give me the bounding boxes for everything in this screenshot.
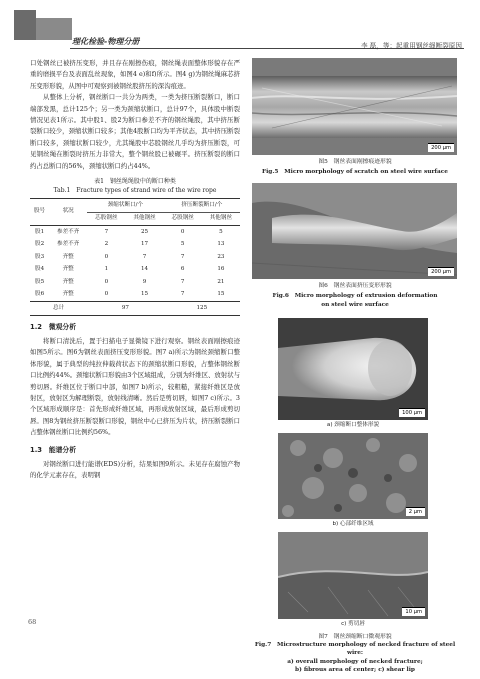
cell-state: 参差不齐 [56, 241, 80, 248]
cell-value: 15 [217, 291, 225, 298]
col-strand: 股号 [30, 199, 49, 226]
cell-strand: 股6 [34, 291, 45, 298]
caption-en-line2: on steel wire surface [321, 302, 389, 309]
cell-value: 25 [125, 226, 163, 239]
cell-state: 齐整 [62, 291, 74, 298]
scale-bar: 200 μm [428, 267, 454, 276]
cell-value: 5 [180, 241, 185, 248]
figure-7b-image [278, 433, 428, 519]
cell-strand: 股5 [34, 278, 45, 285]
table-1 [30, 177, 240, 316]
figure-7-caption [248, 633, 462, 674]
page-number: 68 [28, 618, 37, 626]
cell-value: 7 [87, 226, 125, 239]
cell-value: 23 [217, 253, 225, 260]
sem-extrusion-image [252, 183, 457, 279]
cell-strand: 股4 [34, 266, 45, 273]
section-heading-eds: 1.3 能谱分析 [30, 445, 77, 454]
figure-6-caption [248, 282, 462, 311]
figure-7a-label: a) 颈缩断口整体形貌 [326, 422, 380, 428]
cell-state: 齐整 [62, 266, 74, 273]
figure-5-image [252, 58, 457, 155]
cell-value: 13 [217, 241, 225, 248]
cell-strand: 股2 [34, 241, 45, 248]
cell-value: 0 [104, 278, 109, 285]
sem-neck-overall-image [278, 318, 428, 420]
caption-en: Fig.5 Micro morphology of scratch on steel wire surface [261, 168, 448, 175]
figure-7a-image [278, 318, 428, 420]
cell-value: 7 [180, 253, 185, 260]
left-column [30, 58, 240, 482]
table-row [30, 264, 240, 277]
caption-en-line2: a) overall morphology of necked fracture; [287, 658, 423, 665]
col-group-extrusion: 挤压断裂断口/个 [164, 199, 240, 213]
cell-value: 0 [104, 291, 109, 298]
cell-value: 6 [180, 266, 185, 273]
sub-other-1: 其他钢丝 [133, 215, 156, 222]
fracture-type-table [30, 198, 240, 316]
caption-cn: 图5 钢丝表面剐擦痕迹形貌 [318, 159, 392, 165]
total-extrusion: 125 [164, 302, 240, 316]
cell-value: 15 [140, 291, 149, 298]
total-neck: 97 [87, 302, 163, 316]
cell-value: 17 [140, 241, 149, 248]
scale-bar: 2 μm [406, 507, 425, 516]
cell-value: 16 [217, 266, 225, 273]
paragraph-intro: 口处钢丝已被挤压变形，并且存在剐擦伤痕，钢丝绳表面整体形貌存在严重的磨损平台及表面乱丝现象，如图4 e)和f)所示。图4 g)为钢丝绳麻芯挤压变形形貌，从图中可观察到被钢丝股挤压的深沟痕迹。 [30, 59, 240, 90]
scale-bar: 200 μm [428, 143, 454, 152]
journal-logo-text: 理化检验-物理分册 [72, 37, 140, 46]
figure-6-image [252, 183, 457, 279]
table-total-row [30, 302, 240, 316]
paragraph-macro: 从整体上分析，钢丝断口一共分为两类，一类为挤压断裂断口，断口端部发黑，总计125个；另一类为颈缩状断口，总计97个，具体股中断裂情况见表1所示。其中股1、股2为断口参差不齐的钢丝绳股，其中挤压断裂断口较少，颈缩状断口较多；其他4股断口均为平齐状态，其中挤压断裂断口较多，颈缩状断口较少，尤其绳股中芯股钢丝几乎均为挤压断裂，可见钢丝绳在断裂时挤压力非常大，整个钢丝股已被碾平。挤压断裂的断口约占总断口的56%，颈缩状断口约占44%。 [30, 93, 240, 170]
col-group-neck: 颈缩状断口/个 [87, 199, 163, 213]
journal-logo-mark-secondary [36, 18, 72, 40]
figure-7c-image [278, 532, 428, 619]
cell-value: 2 [104, 241, 109, 248]
table-caption-cn: 表1 钢丝绳绳股中的断口种类 [94, 178, 176, 186]
table-caption-en: Tab.1 Fracture types of strand wire of the wire rope [53, 187, 217, 195]
sem-shear-lip-image [278, 532, 428, 619]
scale-bar: 10 μm [402, 607, 425, 616]
sem-scratch-image [252, 58, 457, 155]
scale-bar: 100 μm [399, 408, 425, 417]
caption-en-line3: b) fibrous area of center; c) shear lip [295, 666, 415, 673]
table-row [30, 239, 240, 252]
cell-state: 齐整 [62, 278, 74, 285]
journal-logo-mark [14, 10, 36, 40]
table-row [30, 251, 240, 264]
cell-state: 齐整 [62, 253, 74, 260]
sub-other-2: 其他钢丝 [209, 215, 233, 222]
section-heading-micro: 1.2 微观分析 [30, 322, 77, 331]
figure-7b-label: b) 心部纤维区域 [332, 521, 374, 527]
col-state: 状况 [49, 199, 87, 226]
cell-value: 7 [142, 253, 147, 260]
caption-en-line1: Fig.7 Microstructure morphology of necked fracture of steel wire: [254, 642, 456, 657]
caption-cn: 图6 钢丝表面挤压变形形貌 [318, 283, 392, 289]
figure-7c-label: c) 剪切唇 [341, 621, 365, 627]
cell-value: 0 [104, 253, 109, 260]
cell-strand: 股1 [30, 226, 49, 239]
sub-core-1: 芯股钢丝 [95, 215, 118, 222]
figure-5-caption [248, 158, 462, 177]
paragraph-eds: 对钢丝断口进行能谱(EDS)分析，结果如图9所示。未见存在腐蚀产物的化学元素存在，表明钢 [30, 460, 240, 480]
cell-strand: 股3 [34, 253, 45, 260]
running-title: 李 磊，等：起重用钢丝绳断裂原因 [360, 42, 462, 50]
cell-value: 7 [180, 278, 185, 285]
total-label: 总计 [30, 302, 87, 316]
caption-en-line1: Fig.6 Micro morphology of extrusion deformation [272, 292, 438, 299]
caption-cn: 图7 钢丝颈缩断口微观形貌 [318, 634, 392, 640]
cell-state: 参差不齐 [49, 226, 87, 239]
paragraph-micro: 将断口清洗后，置于扫描电子显微镜下进行观察。钢丝表面剐擦痕迹如图5所示。图6为钢丝表面挤压变形形貌。图7 a)所示为钢丝颈缩断口整体形貌，属于典型的纯拉伸载荷状态下的颈缩状断口形貌，占整体钢丝断口比例约44%。颈缩状断口形貌由3个区域组成，分别为纤维区、放射状与剪切唇。纤维区位于断口中部，如图7 b)所示，较粗糙，紧接纤维区是放射区，放射区为解理断裂，放射线清晰。然后是剪切唇，如图7 c)所示。3个区域形成顺序是：首先形成纤维区域，再形成放射区域，最后形成剪切唇。图8为钢丝挤压断裂断口形貌，钢丝中心已挤压为片状，挤压断裂断口占整体钢丝断口比例约56%。 [30, 336, 240, 437]
sub-core-2: 芯股钢丝 [171, 215, 194, 222]
cell-value: 9 [142, 278, 147, 285]
cell-value: 14 [140, 266, 149, 273]
table-row [30, 226, 240, 239]
table-row [30, 289, 240, 302]
cell-value: 21 [217, 278, 225, 285]
table-row [30, 276, 240, 289]
cell-value: 7 [180, 291, 185, 298]
cell-value: 0 [164, 226, 202, 239]
cell-value: 1 [104, 266, 109, 273]
cell-value: 5 [202, 226, 240, 239]
